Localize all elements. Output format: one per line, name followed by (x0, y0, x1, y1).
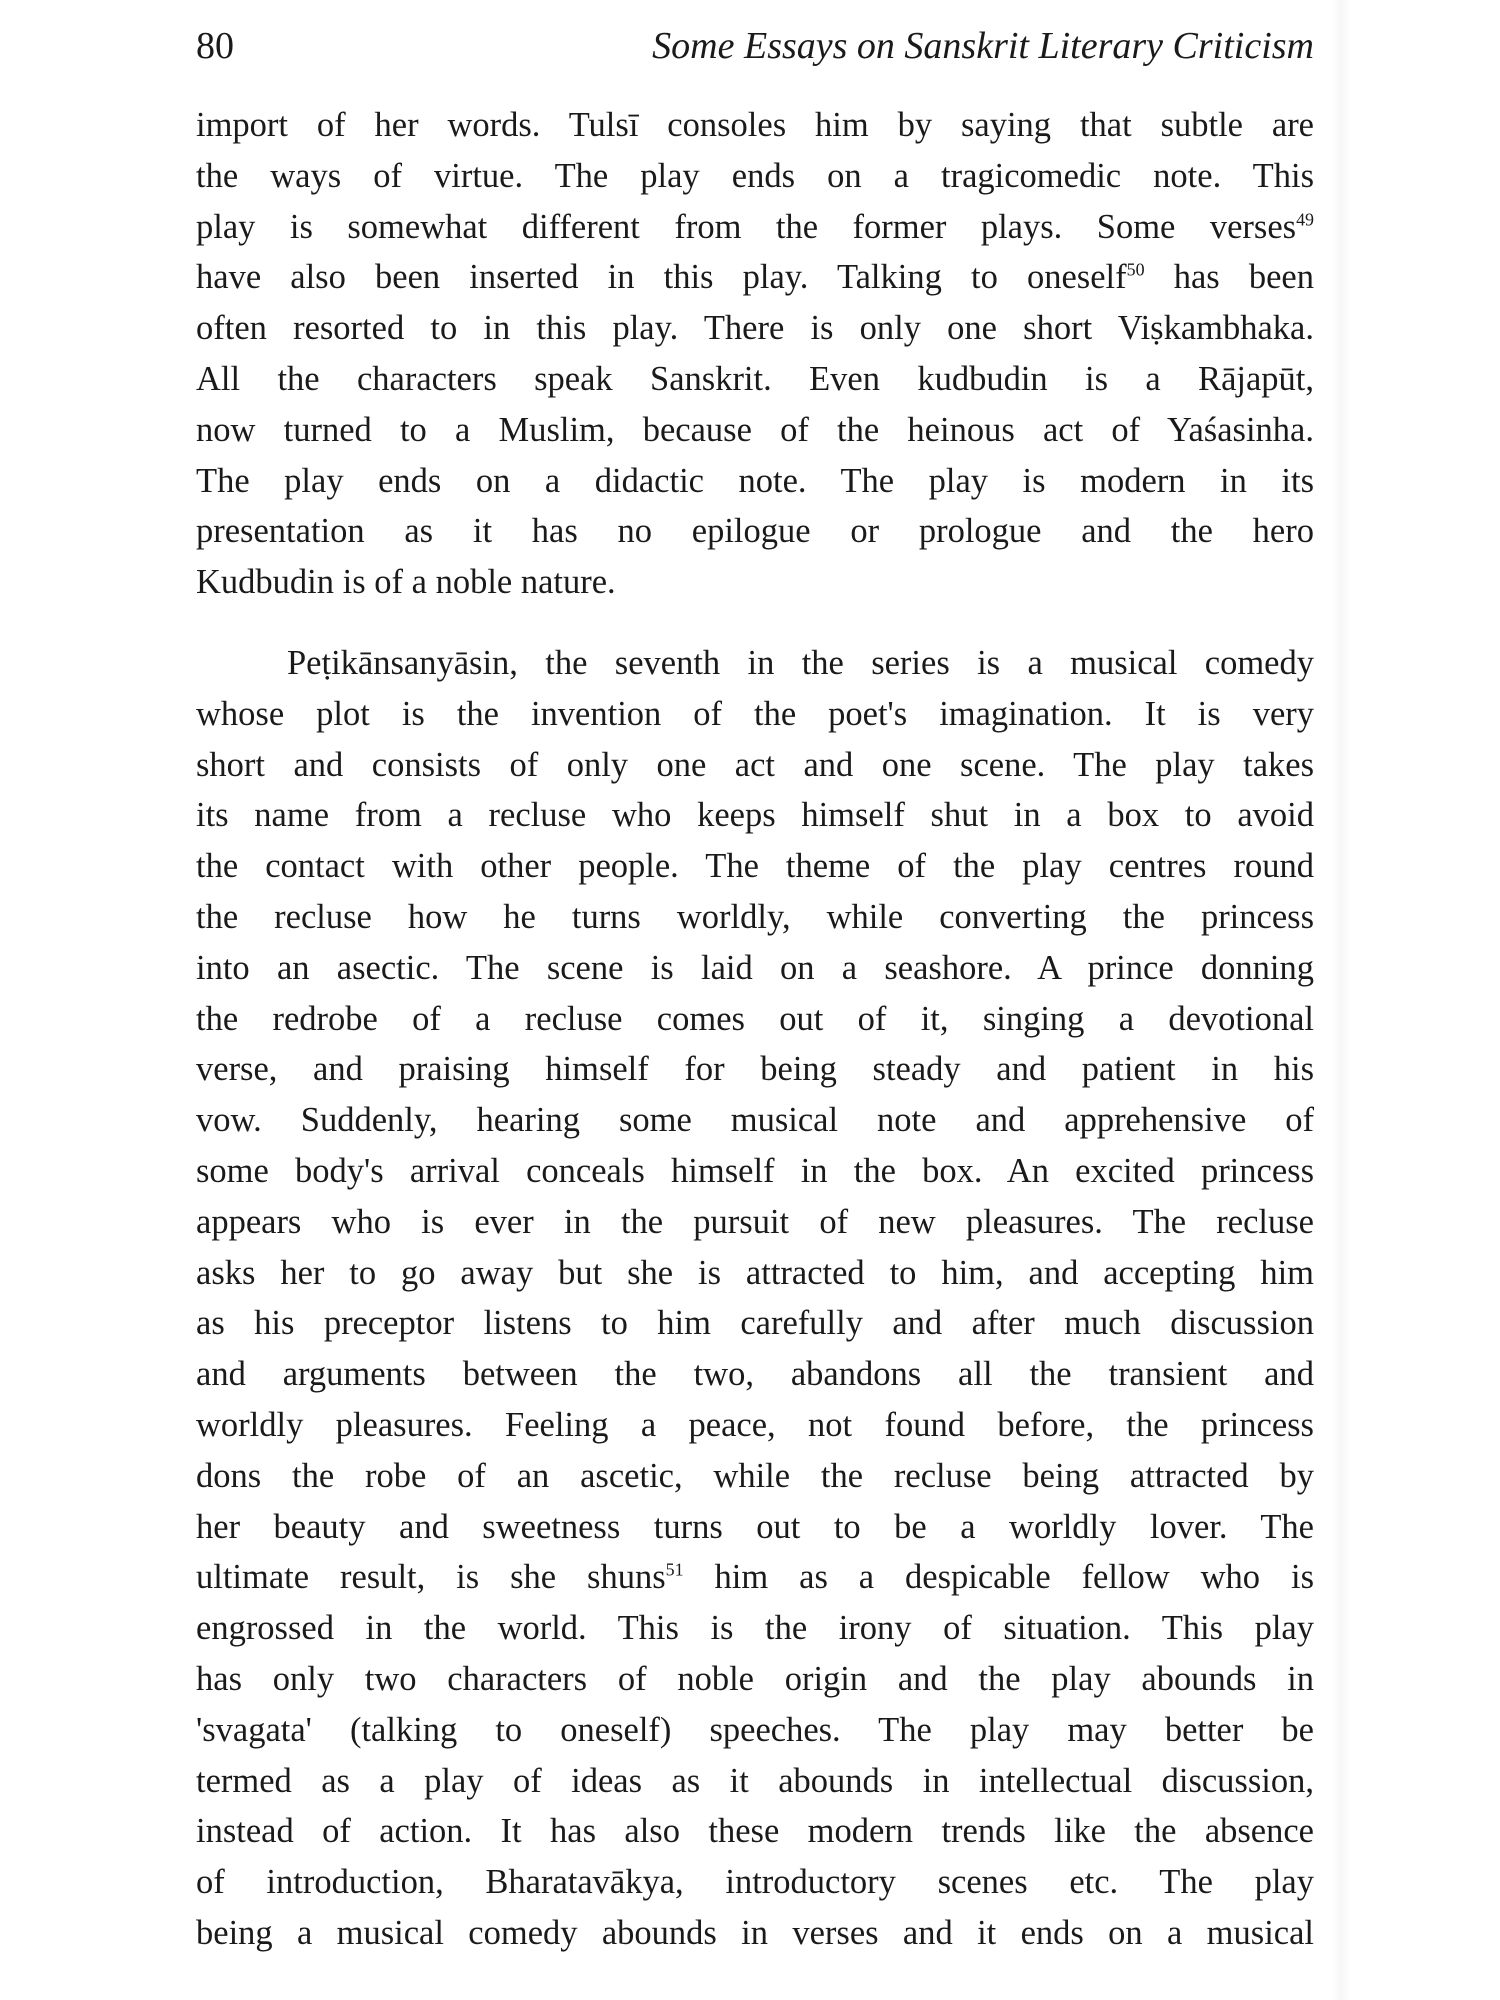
text-line: 'svagata' (talking to oneself) speeches. The play may better be (196, 1710, 1314, 1749)
text-line: appears who is ever in the pursuit of new pleasures. The recluse (196, 1202, 1314, 1241)
text-line: now turned to a Muslim, because of the heinous act of Yaśasinha. (196, 410, 1314, 449)
text-line: asks her to go away but she is attracted to him, and accepting him (196, 1253, 1314, 1292)
text-line: All the characters speak Sanskrit. Even kudbudin is a Rājapūt, (196, 359, 1314, 398)
text-line: short and consists of only one act and one scene. The play takes (196, 745, 1314, 784)
text-line: whose plot is the invention of the poet's imagination. It is very (196, 694, 1314, 733)
footnote-marker: 51 (665, 1559, 684, 1580)
text-line: play is somewhat different from the former plays. Some verses$^{49}$ (196, 207, 1314, 246)
text-line: vow. Suddenly, hearing some musical note and apprehensive of (196, 1101, 1314, 1140)
page-edge-shadow (1332, 0, 1350, 2000)
text-line: termed as a play of ideas as it abounds in intellectual discussion, (196, 1761, 1314, 1800)
text-line: Kudbudin is of a noble nature. (196, 563, 616, 602)
page-number: 80 (196, 25, 234, 67)
page-header (196, 18, 1314, 74)
running-title: Some Essays on Sanskrit Literary Criticism (652, 25, 1314, 67)
text-line: ultimate result, is she shuns$^{51}$ him as a despicable fellow who is (196, 1558, 1314, 1597)
text-line: instead of action. It has also these modern trends like the absence (196, 1812, 1314, 1851)
text-line: the recluse how he turns worldly, while converting the princess (196, 897, 1314, 936)
text-line: verse, and praising himself for being steady and patient in his (196, 1050, 1314, 1089)
footnote-marker: 49 (1296, 209, 1314, 230)
text-line: have also been inserted in this play. Talking to oneself$^{50}$ has been (196, 258, 1314, 297)
text-line: and arguments between the two, abandons all the transient and (196, 1355, 1314, 1394)
text-line: some body's arrival conceals himself in the box. An excited princess (196, 1151, 1314, 1190)
text-line: often resorted to in this play. There is only one short Viṣkambhaka. (196, 309, 1314, 348)
text-line: Peṭikānsanyāsin, the seventh in the series is a musical comedy (287, 643, 1314, 682)
text-line: into an asectic. The scene is laid on a seashore. A prince donning (196, 948, 1314, 987)
text-line: the redrobe of a recluse comes out of it, singing a devotional (196, 999, 1314, 1038)
text-line: being a musical comedy abounds in verses and it ends on a musical (196, 1913, 1314, 1952)
text-line: The play ends on a didactic note. The play is modern in its (196, 461, 1314, 500)
text-line: import of her words. Tulsī consoles him by saying that subtle are (196, 106, 1314, 144)
paragraph-2 (196, 638, 1314, 1959)
text-line: dons the robe of an ascetic, while the recluse being attracted by (196, 1456, 1314, 1495)
text-line: engrossed in the world. This is the irony of situation. This play (196, 1609, 1314, 1648)
text-line: the contact with other people. The theme of the play centres round (196, 847, 1314, 886)
text-line: has only two characters of noble origin and the play abounds in (196, 1659, 1314, 1698)
paragraph-1 (196, 100, 1314, 608)
text-line: of introduction, Bharatavākya, introductory scenes etc. The play (196, 1863, 1314, 1902)
footnote-marker: 50 (1126, 259, 1145, 280)
text-line: the ways of virtue. The play ends on a tragicomedic note. This (196, 156, 1314, 195)
body-text (196, 100, 1314, 1959)
text-line: its name from a recluse who keeps himself shut in a box to avoid (196, 796, 1314, 835)
text-line: worldly pleasures. Feeling a peace, not found before, the princess (196, 1405, 1314, 1444)
text-line: presentation as it has no epilogue or prologue and the hero (196, 512, 1314, 551)
text-line: her beauty and sweetness turns out to be a worldly lover. The (196, 1507, 1314, 1546)
text-line: as his preceptor listens to him carefully and after much discussion (196, 1304, 1314, 1343)
